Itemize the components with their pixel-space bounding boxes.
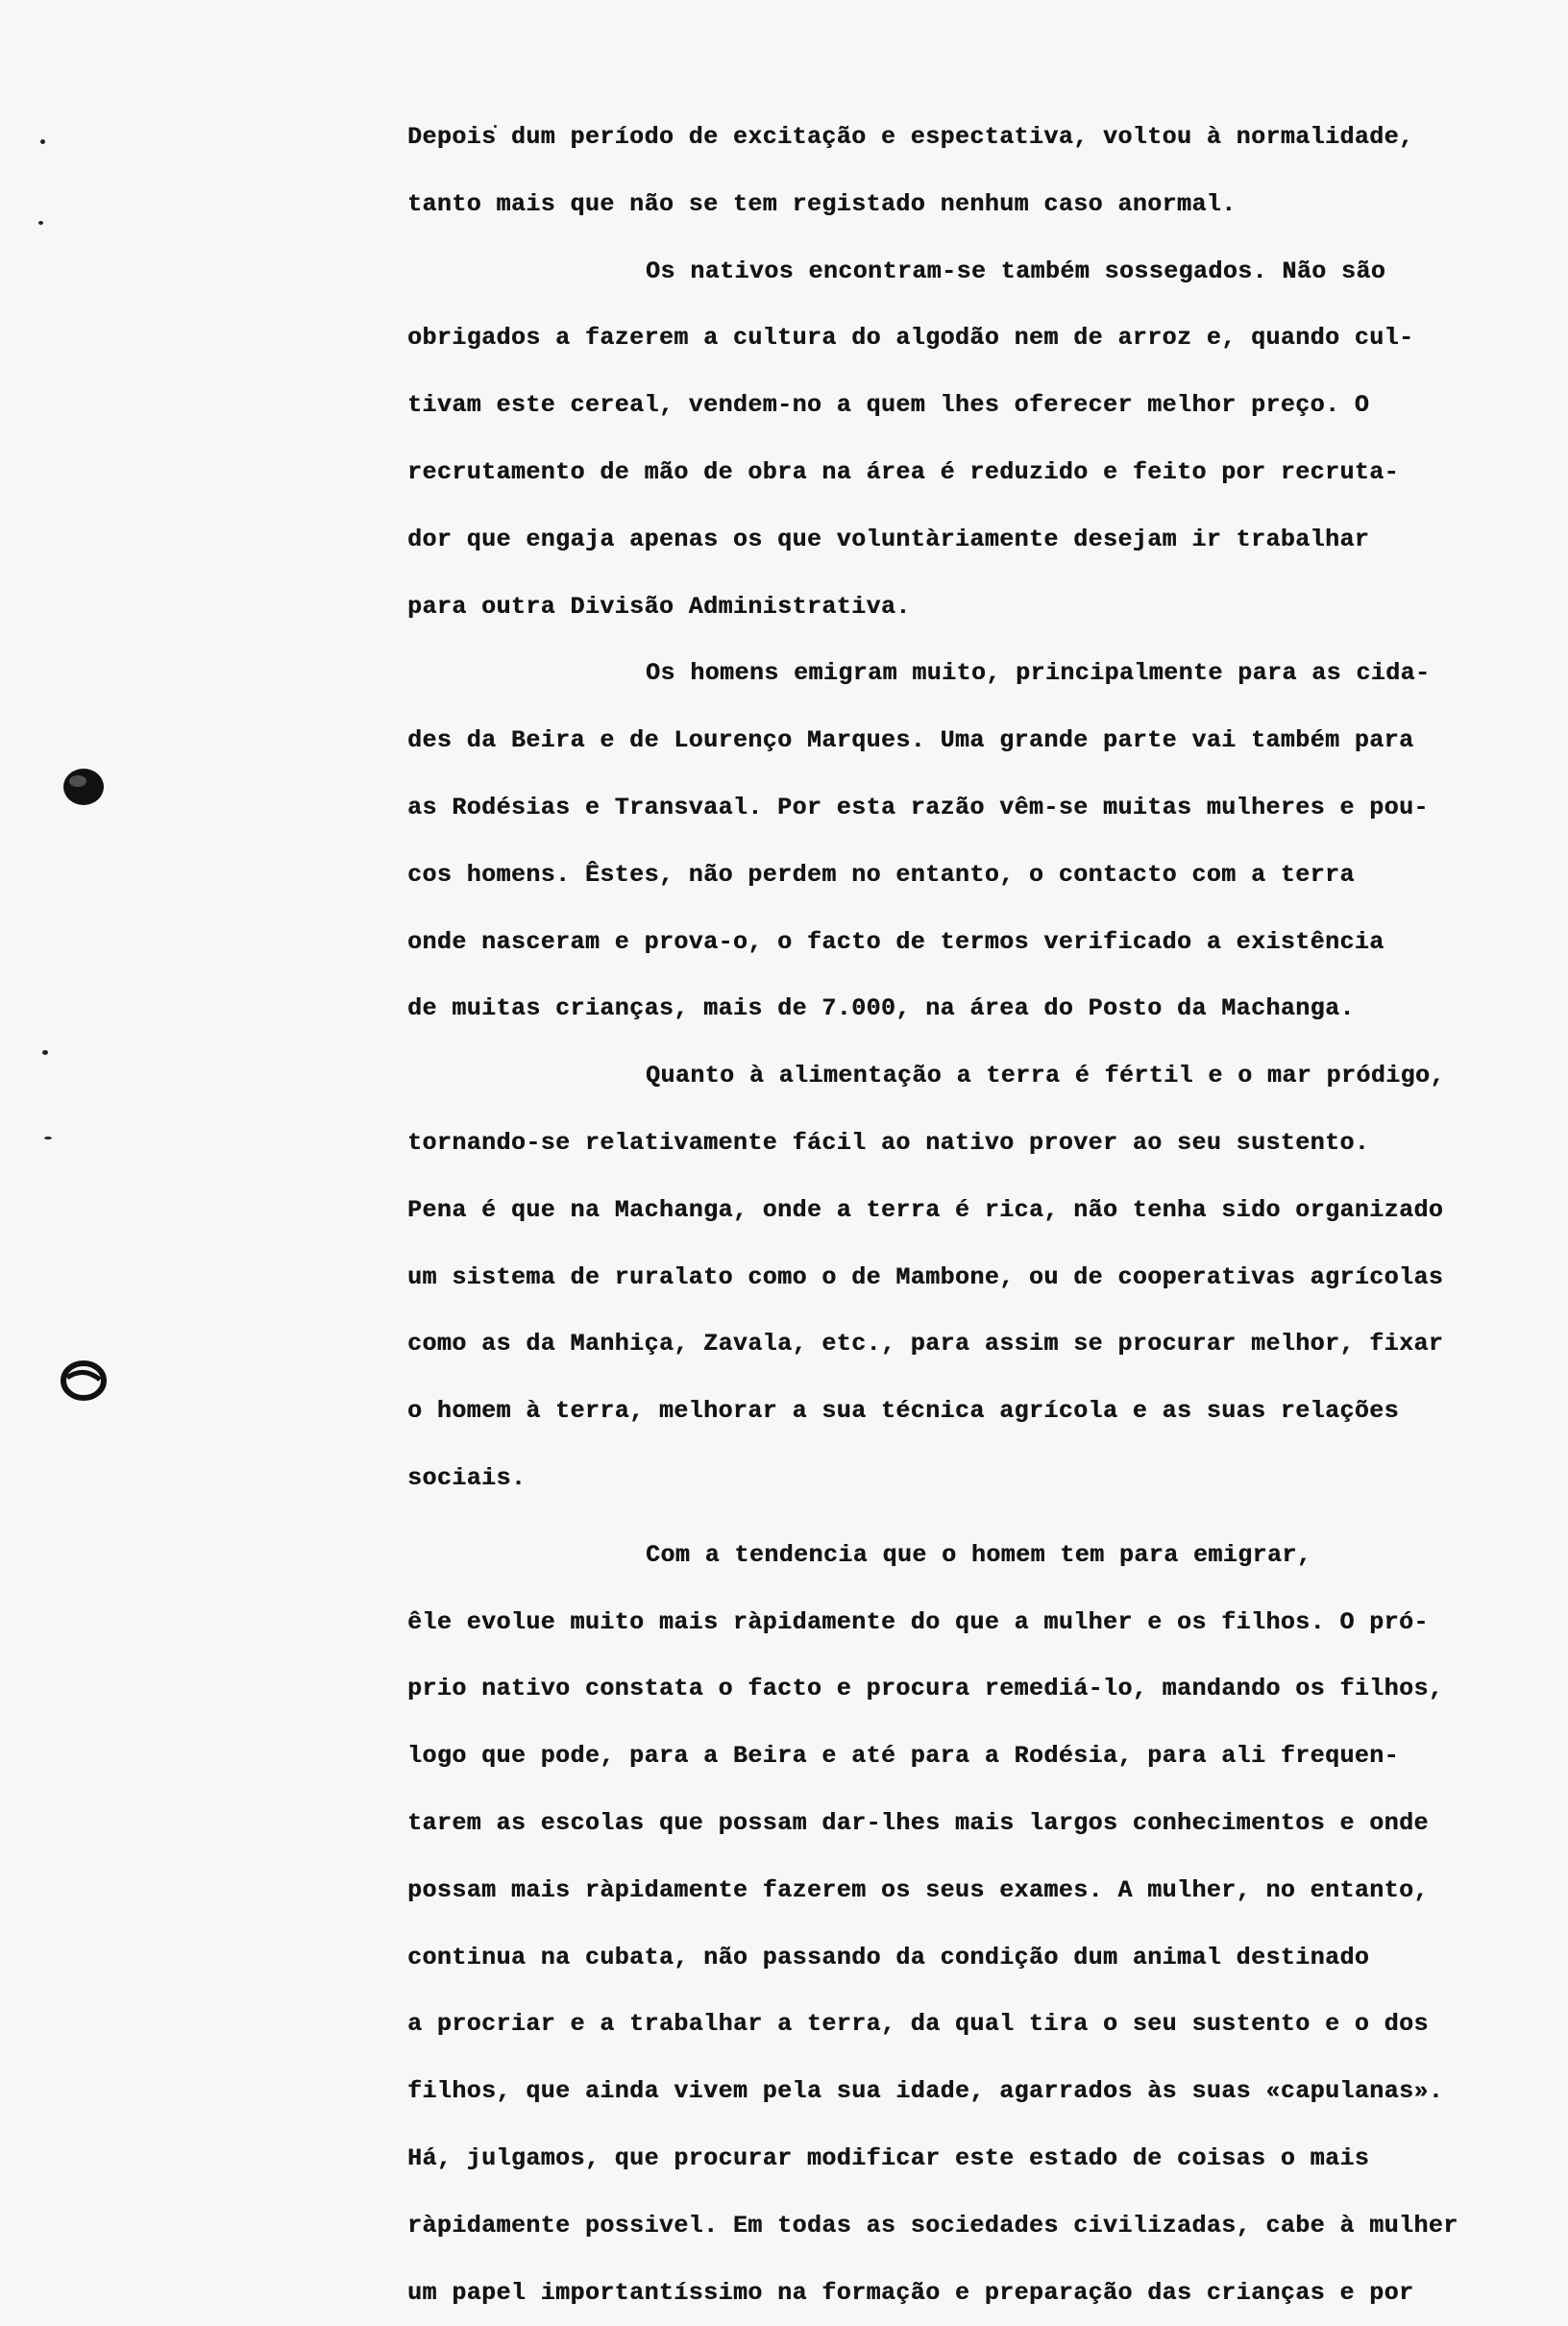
text-line: ràpidamente possivel. Em todas as sociedades civilizadas, cabe à mulher: [407, 2192, 1551, 2260]
text-line: para outra Divisão Administrativa.: [407, 574, 1551, 641]
text-line: sociais.: [407, 1445, 1551, 1512]
punch-hole-bottom: [60, 1357, 108, 1405]
text-line: tanto mais que não se tem registado nenhum caso anormal.: [407, 171, 1551, 238]
text-line: tornando-se relativamente fácil ao nativo prover ao seu sustento.: [407, 1110, 1551, 1177]
margin-speck: [40, 139, 45, 144]
typewritten-text: [407, 104, 1551, 2326]
margin-speck: [42, 1050, 48, 1055]
text-line: cos homens. Êstes, não perdem no entanto, o contacto com a terra: [407, 842, 1551, 909]
text-line: possam mais ràpidamente fazerem os seus exames. A mulher, no entanto,: [407, 1857, 1551, 1924]
text-line: onde nasceram e prova-o, o facto de termos verificado a existência: [407, 909, 1551, 976]
text-line: Depois dum período de excitação e espectativa, voltou à normalidade,: [407, 104, 1551, 171]
text-line: tarem as escolas que possam dar-lhes mais largos conhecimentos e onde: [407, 1790, 1551, 1857]
text-line: as Rodésias e Transvaal. Por esta razão vêm-se muitas mulheres e pou-: [407, 774, 1551, 842]
text-line: um sistema de ruralato como o de Mambone, ou de cooperativas agrícolas: [407, 1244, 1551, 1311]
margin-speck: [38, 221, 43, 225]
text-line: obrigados a fazerem a cultura do algodão nem de arroz e, quando cul-: [407, 305, 1551, 372]
text-line: prio nativo constata o facto e procura remediá-lo, mandando os filhos,: [407, 1655, 1551, 1723]
margin-speck: [44, 1137, 52, 1139]
text-line: de muitas crianças, mais de 7.000, na área do Posto da Machanga.: [407, 975, 1551, 1042]
text-line: êle evolue muito mais ràpidamente do que a mulher e os filhos. O pró-: [407, 1589, 1551, 1656]
text-line: des da Beira e de Lourenço Marques. Uma grande parte vai também para: [407, 707, 1551, 774]
text-line: continua na cubata, não passando da condição dum animal destinado: [407, 1924, 1551, 1992]
punch-hole-top: [60, 763, 108, 811]
paragraph-start-line: Quanto à alimentação a terra é fértil e o mar pródigo,: [407, 1042, 1551, 1110]
text-line: Pena é que na Machanga, onde a terra é rica, não tenha sido organizado: [407, 1177, 1551, 1244]
text-line: dor que engaja apenas os que voluntàriamente desejam ir trabalhar: [407, 506, 1551, 574]
text-line: tivam este cereal, vendem-no a quem lhes oferecer melhor preço. O: [407, 372, 1551, 439]
text-line: a procriar e a trabalhar a terra, da qual tira o seu sustento e o dos: [407, 1991, 1551, 2058]
paragraph-start-line: Com a tendencia que o homem tem para emigrar,: [407, 1522, 1551, 1589]
text-line: como as da Manhiça, Zavala, etc., para assim se procurar melhor, fixar: [407, 1310, 1551, 1378]
text-line: Há, julgamos, que procurar modificar este estado de coisas o mais: [407, 2125, 1551, 2192]
text-line: o homem à terra, melhorar a sua técnica agrícola e as suas relações: [407, 1378, 1551, 1445]
text-line: recrutamento de mão de obra na área é reduzido e feito por recruta-: [407, 439, 1551, 506]
text-line: filhos, que ainda vivem pela sua idade, agarrados às suas «capulanas».: [407, 2058, 1551, 2125]
paragraph-start-line: Os homens emigram muito, principalmente para as cida-: [407, 640, 1551, 707]
paragraph-start-line: Os nativos encontram-se também sossegados. Não são: [407, 238, 1551, 306]
text-line: logo que pode, para a Beira e até para a Rodésia, para ali frequen-: [407, 1723, 1551, 1790]
text-line: um papel importantíssimo na formação e preparação das crianças e por: [407, 2260, 1551, 2326]
